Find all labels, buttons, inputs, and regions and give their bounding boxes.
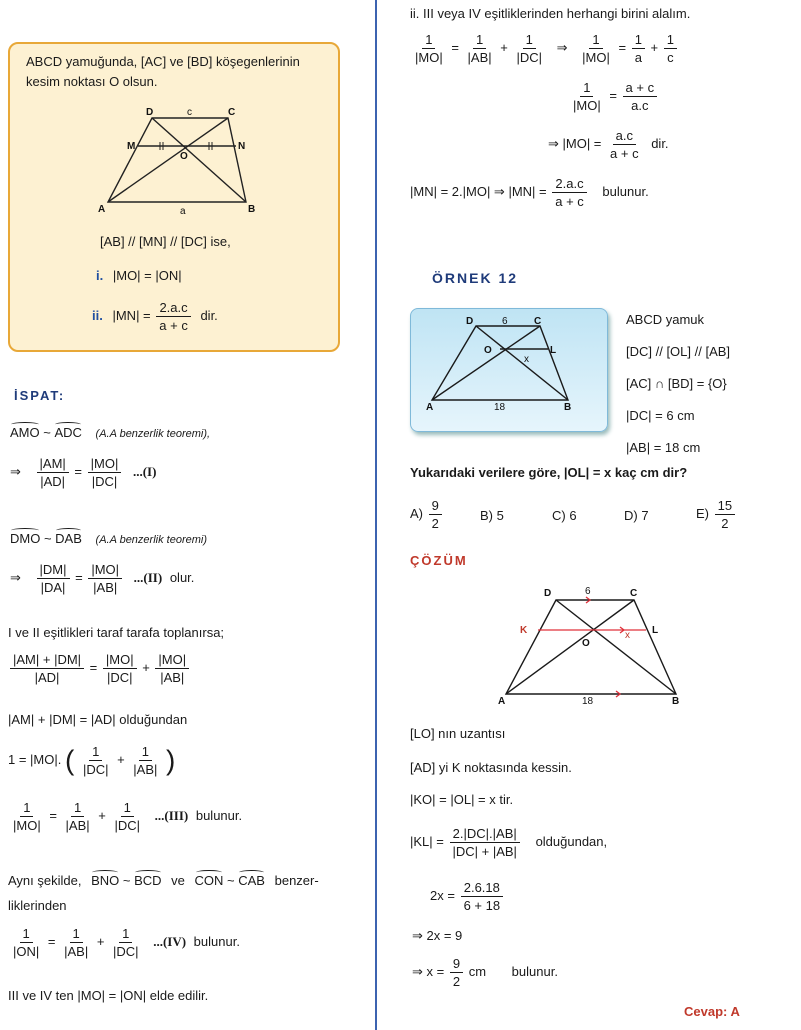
proof-final: III ve IV ten |MO| = |ON| elde edilir. — [8, 988, 209, 1003]
eq1-tag: ...(I) — [132, 463, 157, 479]
proof-eq-5: $\frac{1}{|MO|}$ = $\frac{1}{|AB|}$ + $\frac{1}{|DC|}$ ...(III) bulunur. — [13, 800, 243, 833]
theorem-parallel: [AB] // [MN] // [DC] ise, — [100, 234, 231, 249]
solution-step-7: ⇒ x = $\frac{9}{2}$ cm bulunur. — [412, 956, 558, 989]
eq5-tag: ...(III) — [154, 807, 189, 823]
proof2-intro: ii. III veya IV eşitliklerinden herhangi birini alalım. — [410, 6, 691, 21]
solution-trapezoid-figure — [492, 584, 688, 706]
solution-step-5: 2x = $\frac{2.6.18}{6 + 18}$ — [430, 880, 505, 913]
given-4: |DC| = 6 cm — [626, 408, 695, 423]
ex-label-L: L — [550, 345, 557, 356]
similarly-continued: liklerinden — [8, 898, 67, 913]
angle-CAB: CAB — [238, 870, 265, 888]
solution-heading: ÇÖZÜM — [410, 553, 468, 568]
theorem-intro — [26, 52, 300, 92]
angle-BCD: BCD — [134, 870, 161, 888]
ex-label-C: C — [534, 316, 542, 327]
ex-label-6: 6 — [502, 316, 508, 327]
eq2-tag: ...(II) — [133, 569, 163, 585]
eq4-lhs: 1 = |MO|. — [8, 751, 62, 767]
choice-D[interactable]: D) 7 — [624, 508, 649, 523]
ex-label-O: O — [484, 345, 492, 356]
eq5-suffix: bulunur. — [195, 807, 243, 823]
sol-label-L: L — [652, 625, 659, 636]
sol-label-6: 6 — [585, 586, 591, 597]
label-D: D — [146, 107, 154, 118]
solution-step-3: |KO| = |OL| = x tir. — [410, 792, 514, 807]
solution-step-4: |KL| = $\frac{2.|DC|.|AB|}{|DC| + |AB|}$ olduğundan, — [410, 826, 608, 859]
proof-similarity-1: AMO ~ ADC (A.A benzerlik teoremi), — [10, 422, 210, 440]
solution-step-2: [AD] yi K noktasında kessin. — [410, 760, 572, 775]
sol-label-C: C — [630, 588, 638, 599]
choice-E[interactable]: E) $\frac{15}{2}$ — [696, 498, 737, 531]
sol-label-18: 18 — [582, 696, 594, 706]
sol-label-O: O — [582, 638, 590, 649]
item-ii-suffix: dir. — [200, 307, 218, 323]
item-i-label: i. — [96, 268, 104, 283]
sol-label-x: x — [625, 630, 630, 641]
theorem-intro-line-2: kesim noktası O olsun. — [26, 74, 158, 89]
label-C: C — [228, 107, 236, 118]
choice-C[interactable]: C) 6 — [552, 508, 577, 523]
eq6-tag: ...(IV) — [153, 933, 187, 949]
sol-label-D: D — [544, 588, 552, 599]
sim2-note: (A.A benzerlik teoremi) — [95, 534, 207, 546]
label-A: A — [98, 204, 106, 215]
theorem-item-ii — [92, 300, 218, 333]
proof-eq-1: ⇒ $\frac{|AM|}{|AD|}$ = $\frac{|MO|}{|DC|}$ ...(I) — [10, 456, 157, 489]
proof-sum-text: I ve II eşitlikleri taraf tarafa toplanırsa; — [8, 625, 225, 640]
angle-ADC: ADC — [54, 422, 81, 440]
example-heading: ÖRNEK 12 — [432, 270, 519, 286]
example-trapezoid-figure — [416, 312, 602, 418]
answer-label: Cevap: A — [684, 1004, 740, 1019]
given-5: |AB| = 18 cm — [626, 440, 701, 455]
given-2: [DC] // [OL] // [AB] — [626, 344, 731, 359]
ex-label-x: x — [524, 354, 529, 365]
ex-label-A: A — [426, 402, 434, 413]
angle-DMO: DMO — [10, 528, 40, 546]
label-B: B — [248, 204, 256, 215]
item-ii-fraction: $\frac{2.a.c}{a + c}$ — [156, 300, 191, 333]
proof-eq-2: ⇒ $\frac{|DM|}{|DA|}$ = $\frac{|MO|}{|AB|}$ ...(II) olur. — [10, 562, 195, 595]
sol-label-A: A — [498, 696, 506, 706]
sim1-note: (A.A benzerlik teoremi), — [95, 428, 211, 440]
sol-label-B: B — [672, 696, 680, 706]
example-question: Yukarıdaki verilere göre, |OL| = x kaç cm dir? — [410, 465, 688, 480]
ve-text: ve — [171, 873, 185, 888]
choice-B[interactable]: B) 5 — [480, 508, 504, 523]
proof-similarity-2: DMO ~ DAB (A.A benzerlik teoremi) — [10, 528, 207, 546]
proof-since: |AM| + |DM| = |AD| olduğundan — [8, 712, 188, 727]
item-ii-lhs: |MN| = — [112, 307, 151, 323]
choice-A[interactable]: A) $\frac{9}{2}$ — [410, 498, 444, 531]
proof-eq-6: $\frac{1}{|ON|}$ = $\frac{1}{|AB|}$ + $\frac{1}{|DC|}$ ...(IV) bulunur. — [13, 926, 240, 959]
proof-heading: İSPAT: — [14, 388, 66, 403]
proof2-row-3: ⇒ |MO| = $\frac{a.c}{a + c}$ dir. — [548, 128, 669, 161]
ex-label-D: D — [466, 316, 474, 327]
ex-label-B: B — [564, 402, 572, 413]
proof2-row-4: |MN| = 2.|MO| ⇒ |MN| = $\frac{2.a.c}{a + c}$ bulunur. — [410, 176, 649, 209]
eq2-suffix: olur. — [169, 569, 195, 585]
theorem-trapezoid-figure — [90, 104, 270, 216]
proof2-row-2: $\frac{1}{|MO|}$ = $\frac{a + c}{a.c}$ — [568, 80, 659, 113]
proof-eq-3: $\frac{|AM| + |DM|}{|AD|}$ = $\frac{|MO|}{|DC|}$ + $\frac{|MO|}{|AB|}$ — [8, 652, 191, 685]
angle-CON: CON — [195, 870, 224, 888]
label-a: a — [180, 206, 186, 216]
label-c: c — [187, 107, 192, 118]
proof2-row-1: $\frac{1}{|MO|}$ = $\frac{1}{|AB|}$ + $\frac{1}{|DC|}$ ⇒ $\frac{1}{|MO|}$ = $\frac{1}{a}$ + $\frac{1}{c}$ — [410, 32, 679, 65]
solution-step-6: ⇒ 2x = 9 — [412, 928, 463, 943]
label-O: O — [180, 151, 188, 162]
solution-step-1: [LO] nın uzantısı — [410, 726, 506, 741]
example-givens — [626, 304, 730, 464]
theorem-item-i — [96, 268, 182, 283]
label-M: M — [127, 141, 136, 152]
column-divider — [375, 0, 377, 1030]
theorem-intro-line-1: ABCD yamuğunda, [AC] ve [BD] köşegenlerinin — [26, 54, 300, 69]
eq6-suffix: bulunur. — [193, 933, 240, 949]
given-1: ABCD yamuk — [626, 312, 705, 327]
item-ii-label: ii. — [92, 307, 103, 323]
proof-similarity-3: Aynı şekilde, BNO ~ BCD ve CON ~ CAB benzer- — [8, 870, 319, 888]
angle-DAB: DAB — [55, 528, 82, 546]
angle-AMO: AMO — [10, 422, 40, 440]
similarly-text: Aynı şekilde, — [8, 873, 82, 888]
label-N: N — [238, 141, 246, 152]
similarly-end: benzer- — [274, 873, 319, 888]
ex-label-18: 18 — [494, 402, 506, 413]
item-i-text: |MO| = |ON| — [112, 268, 182, 283]
angle-BNO: BNO — [91, 870, 119, 888]
sol-label-K: K — [520, 625, 528, 636]
proof-eq-4: 1 = |MO|. ( $\frac{1}{|DC|}$ + $\frac{1}{|AB|}$ ) — [8, 744, 176, 777]
given-3: [AC] ∩ [BD] = {O} — [626, 376, 727, 391]
